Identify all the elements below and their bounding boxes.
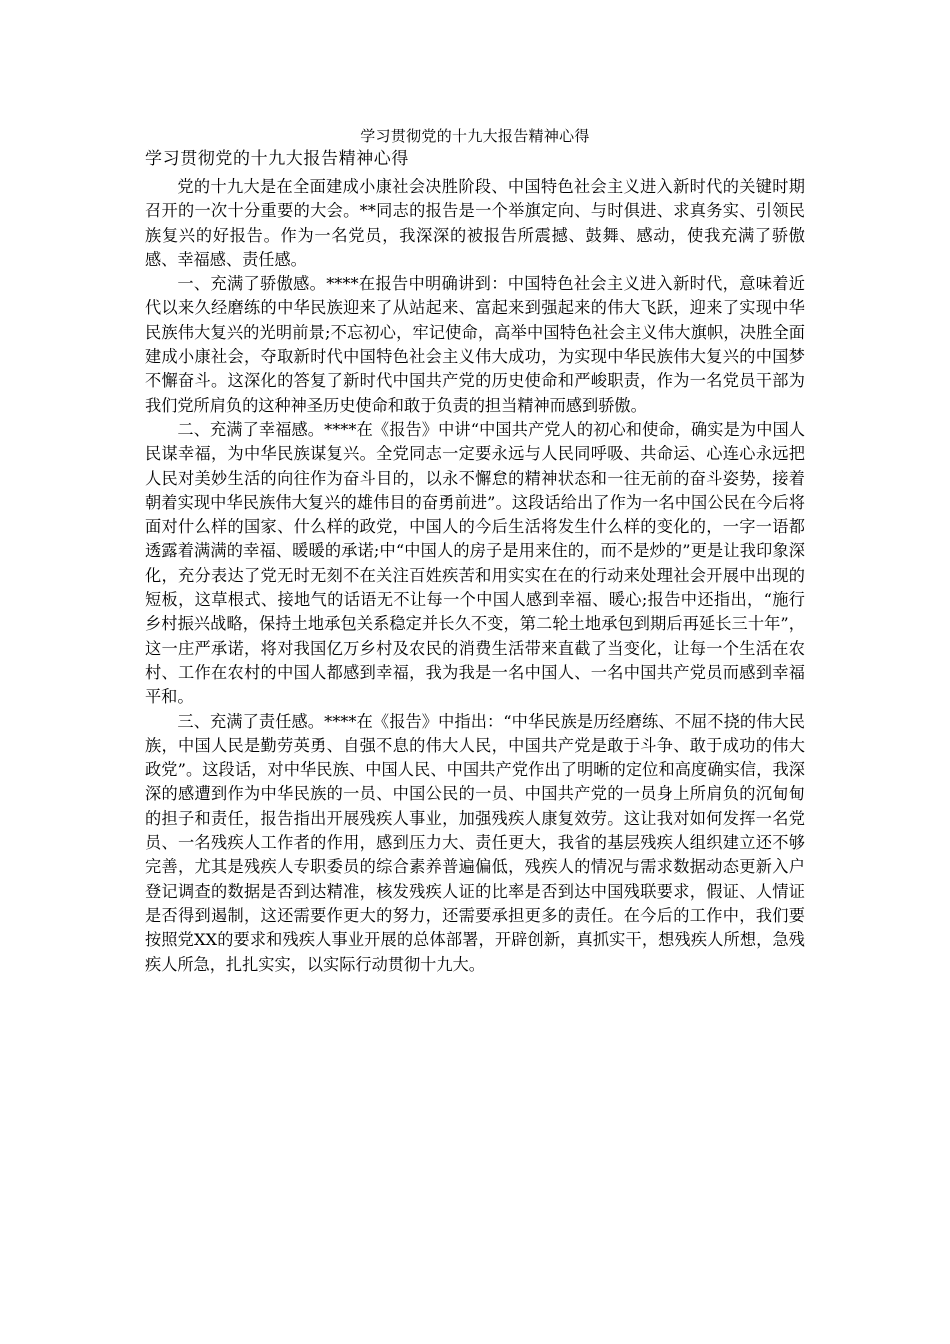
document-title: 学习贯彻党的十九大报告精神心得 xyxy=(360,127,590,145)
document-body xyxy=(145,175,805,977)
paragraph-happiness: 二、充满了幸福感。****在《报告》中讲“中国共产党人的初心和使命，确实是为中国人民谋幸福，为中华民族谋复兴。全党同志一定要永远与人民同呼吸、共命运、心连心永远把人民对美妙生活的向往作为奋斗目的，以永不懈怠的精神状态和一往无前的奋斗姿势，接着朝着实现中华民族伟大复兴的雄伟目的奋勇前进”。这段话给出了作为一名中国公民在今后将面对什么样的国家、什么样的政党，中国人的今后生活将发生什么样的变化的，一字一语都透露着满满的幸福、暖暖的承诺;中“中国人的房子是用来住的，而不是炒的”更是让我印象深化，充分表达了党无时无刻不在关注百姓疾苦和用实实在在的行动来处理社会开展中出现的短板，这草根式、接地气的话语无不让每一个中国人感到幸福、暖心;报告中还指出，“施行乡村振兴战略，保持土地承包关系稳定并长久不变，第二轮土地承包到期后再延长三十年”，这一庄严承诺，将对我国亿万乡村及农民的消费生活带来直截了当变化，让每一个生活在农村、工作在农村的中国人都感到幸福，我为我是一名中国人、一名中国共产党员而感到幸福平和。 xyxy=(145,419,805,707)
document-subtitle: 学习贯彻党的十九大报告精神心得 xyxy=(145,149,409,169)
paragraph-pride: 一、充满了骄傲感。****在报告中明确讲到：中国特色社会主义进入新时代，意味着近代以来久经磨练的中华民族迎来了从站起来、富起来到强起来的伟大飞跃，迎来了实现中华民族伟大复兴的光明前景;不忘初心，牢记使命，高举中国特色社会主义伟大旗帜，决胜全面建成小康社会，夺取新时代中国特色社会主义伟大成功，为实现中华民族伟大复兴的中国梦不懈奋斗。这深化的答复了新时代中国共产党的历史使命和严峻职责，作为一名党员干部为我们党所肩负的这种神圣历史使命和敢于负责的担当精神而感到骄傲。 xyxy=(145,274,805,415)
paragraph-responsibility: 三、充满了责任感。****在《报告》中指出：“中华民族是历经磨练、不屈不挠的伟大民族，中国人民是勤劳英勇、自强不息的伟大人民，中国共产党是敢于斗争、敢于成功的伟大政党”。这段话，对中华民族、中国人民、中国共产党作出了明晰的定位和高度确实信，我深深的感遭到作为中华民族的一员、中国公民的一员、中国共产党的一员身上所肩负的沉甸甸的担子和责任，报告指出开展残疾人事业，加强残疾人康复效劳。这让我对如何发挥一名党员、一名残疾人工作者的作用，感到压力大、责任更大，我省的基层残疾人组织建立还不够完善，尤其是残疾人专职委员的综合素养普遍偏低，残疾人的情况与需求数据动态更新入户登记调查的数据是否到达精准，核发残疾人证的比率是否到达中国残联要求，假证、人情证是否得到遏制，这还需要作更大的努力，还需要承担更多的责任。在今后的工作中，我们要按照党XX的要求和残疾人事业开展的总体部署，开辟创新，真抓实干，想残疾人所想，急残疾人所急，扎扎实实，以实际行动贯彻十九大。 xyxy=(145,711,805,974)
intro-paragraph: 党的十九大是在全面建成小康社会决胜阶段、中国特色社会主义进入新时代的关键时期召开的一次十分重要的大会。**同志的报告是一个举旗定向、与时俱进、求真务实、引领民族复兴的好报告。作为一名党员，我深深的被报告所震撼、鼓舞、感动，使我充满了骄傲感、幸福感、责任感。 xyxy=(145,177,805,269)
